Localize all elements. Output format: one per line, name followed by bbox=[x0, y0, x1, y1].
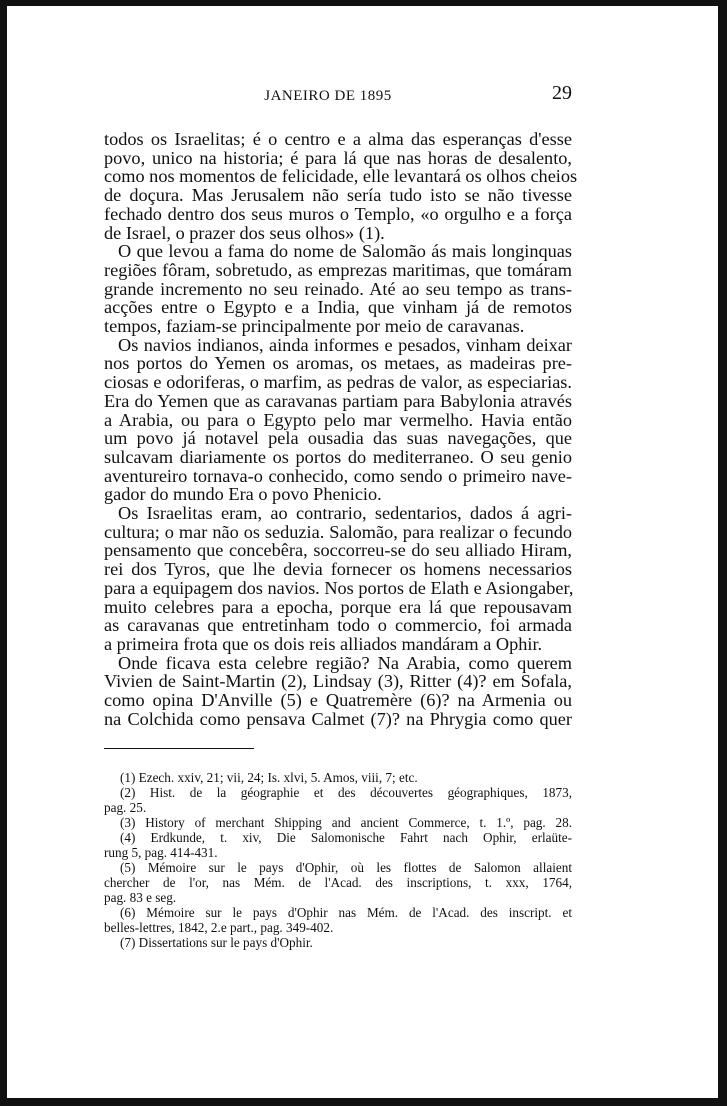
footnote-line: (3) History of merchant Shipping and ancient Commerce, t. 1.º, pag. 28. bbox=[120, 815, 572, 830]
footnote-line: pag. 25. bbox=[104, 800, 147, 815]
text-line: de doçura. Mas Jerusalem não sería tudo isto se não tivesse bbox=[104, 185, 572, 206]
footnote-divider bbox=[104, 748, 254, 749]
text-line: ciosas e odoriferas, o marfim, as pedras de valor, as especiarias. bbox=[104, 372, 572, 393]
text-line: O que levou a fama do nome de Salomão ás mais longinquas bbox=[118, 241, 572, 262]
text-line: acções entre o Egypto e a India, que vinham já de remotos bbox=[104, 297, 572, 318]
text-line: cultura; o mar não os seduzia. Salomão, para realizar o fecundo bbox=[104, 521, 572, 542]
footnote-line: (2) Hist. de la géographie et des découvertes géographiques, 1873, bbox=[120, 785, 572, 800]
text-line: como opina D'Anville (5) e Quatremère (6)? na Armenia ou bbox=[104, 690, 572, 711]
footnote-line: (7) Dissertations sur le pays d'Ophir. bbox=[120, 935, 313, 950]
running-title: JANEIRO DE 1895 bbox=[264, 88, 392, 104]
text-line: nos portos do Yemen os aromas, os metaes, as madeiras pre- bbox=[104, 353, 572, 374]
running-head bbox=[104, 82, 572, 110]
text-line: muito celebres para a epocha, porque era lá que repousavam bbox=[104, 596, 572, 617]
text-line: Vivien de Saint-Martin (2), Lindsay (3), Ritter (4)? em Sofala, bbox=[104, 671, 572, 692]
footnote-line: chercher de l'or, nas Mém. de l'Acad. des inscriptions, t. xxx, 1764, bbox=[104, 875, 572, 890]
text-line: para a equipagem dos navios. Nos portos de Elath e Asiongaber, bbox=[104, 577, 574, 598]
text-line: Onde ficava esta celebre região? Na Arabia, como querem bbox=[118, 652, 572, 673]
text-line: povo, unico na historia; é para lá que nas horas de desalento, bbox=[104, 147, 572, 168]
footnote-line: (6) Mémoire sur le pays d'Ophir nas Mém. de l'Acad. des inscript. et bbox=[120, 905, 572, 920]
text-line: a primeira frota que os dois reis alliados mandáram a Ophir. bbox=[104, 633, 543, 654]
text-line: um povo já notavel pela ousadia das suas navegações, que bbox=[104, 428, 572, 449]
text-line: tempos, faziam-se principalmente por meio de caravanas. bbox=[104, 316, 525, 337]
text-line: Os navios indianos, ainda informes e pesados, vinham deixar bbox=[118, 334, 572, 355]
text-line: sulcavam diariamente os portos do mediterraneo. O seu genio bbox=[104, 446, 572, 467]
text-line: todos os Israelitas; é o centro e a alma das esperanças d'esse bbox=[104, 129, 572, 149]
footnote-line: (1) Ezech. xxiv, 21; vii, 24; Is. xlvi, 5. Amos, viii, 7; etc. bbox=[120, 770, 418, 785]
footnote-line: pag. 83 e seg. bbox=[104, 890, 177, 905]
body-text bbox=[104, 129, 578, 729]
text-line: como nos momentos de felicidade, elle levantará os olhos cheios bbox=[104, 166, 578, 187]
page-number: 29 bbox=[552, 82, 572, 104]
footnote-line: (4) Erdkunde, t. xiv, Die Salomonische Fahrt nach Ophir, erlaüte- bbox=[120, 830, 572, 845]
text-line: na Colchida como pensava Calmet (7)? na Phrygia como quer bbox=[104, 708, 572, 729]
text-line: de Israel, o prazer dos seus olhos» (1). bbox=[104, 222, 385, 243]
footnote-line: belles-lettres, 1842, 2.e part., pag. 349-402. bbox=[104, 920, 334, 935]
text-line: a Arabia, ou para o Egypto pelo mar vermelho. Havia então bbox=[104, 409, 572, 430]
text-line: Os Israelitas eram, ao contrario, sedentarios, dados á agri- bbox=[118, 503, 572, 524]
footnote-line: (5) Mémoire sur le pays d'Ophir, où les flottes de Salomon allaient bbox=[120, 860, 572, 875]
text-line: Era do Yemen que as caravanas partiam para Babylonia através bbox=[104, 390, 572, 411]
text-line: fechado dentro dos seus muros o Templo, «o orgulho e a força bbox=[104, 203, 572, 224]
footnotes bbox=[104, 770, 572, 950]
text-line: rei dos Tyros, que lhe devia fornecer os homens necessarios bbox=[104, 559, 572, 580]
text-line: as caravanas que entretinham todo o commercio, foi armada bbox=[104, 615, 572, 636]
footnote-line: rung 5, pag. 414-431. bbox=[104, 845, 218, 860]
text-line: grande incremento no seu reinado. Até ao seu tempo as trans- bbox=[104, 278, 572, 299]
text-line: gador do mundo Era o povo Phenicio. bbox=[104, 484, 382, 505]
text-line: aventureiro tornava-o conhecido, como sendo o primeiro nave- bbox=[104, 465, 572, 486]
text-line: pensamento que concebêra, soccorreu-se do seu alliado Hiram, bbox=[104, 540, 572, 561]
text-line: regiões fôram, sobretudo, as emprezas maritimas, que tomáram bbox=[104, 259, 572, 280]
